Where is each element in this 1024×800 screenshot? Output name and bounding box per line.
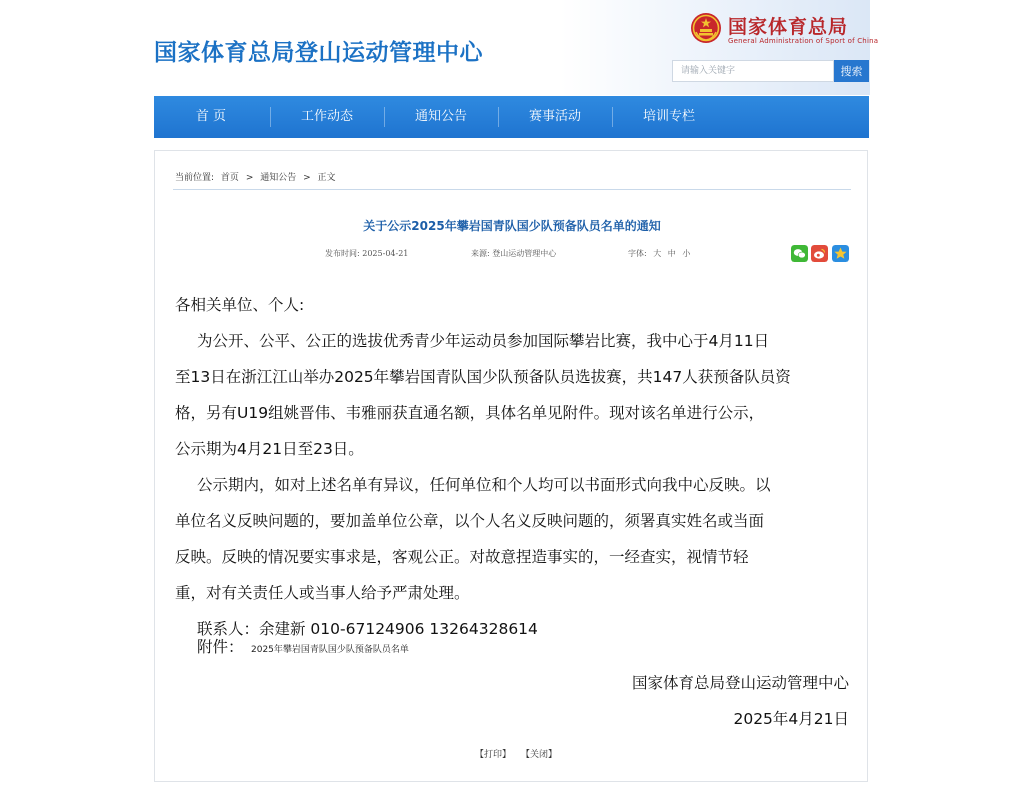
site-header: [0, 0, 1024, 95]
publish-date: [325, 248, 408, 259]
favorite-star-icon[interactable]: [832, 245, 849, 262]
nav-item-notices[interactable]: 通知公告: [414, 109, 467, 124]
font-size-medium[interactable]: 中: [667, 249, 676, 258]
weibo-icon[interactable]: [811, 245, 828, 262]
breadcrumb-separator: >: [245, 173, 254, 183]
para1-line4: 公示期为4月21日至23日。: [175, 440, 364, 458]
breadcrumb-divider: [173, 189, 851, 190]
para2-line1: 公示期内，如对上述名单有异议，任何单位和个人均可以书面形式向我中心反映。以: [197, 476, 771, 494]
signature-organization: 国家体育总局登山运动管理中心: [631, 674, 849, 692]
para2-line2: 单位名义反映问题的，要加盖单位公章，以个人名义反映问题的，须署真实姓名或当面: [175, 512, 765, 530]
gas-logo[interactable]: [690, 12, 879, 52]
attachment-label: 附件：: [197, 638, 244, 656]
para2-line4: 重，对有关责任人或当事人给予严肃处理。: [175, 584, 470, 602]
breadcrumb-notices[interactable]: 通知公告: [260, 173, 297, 183]
publish-date-label: 发布时间:: [325, 249, 360, 258]
font-size-selector: [628, 248, 690, 259]
national-emblem-icon: [690, 12, 722, 44]
search-button[interactable]: 搜索: [834, 60, 869, 82]
nav-item-events[interactable]: 赛事活动: [528, 109, 581, 124]
nav-item-work-news[interactable]: 工作动态: [300, 109, 353, 124]
font-size-label: 字体:: [628, 249, 647, 258]
wechat-icon[interactable]: [791, 245, 808, 262]
search-input[interactable]: [672, 60, 834, 82]
breadcrumb-separator: >: [303, 173, 311, 183]
salutation: 各相关单位、个人:: [175, 296, 305, 314]
publish-date-value: 2025-04-21: [362, 249, 409, 258]
article-title: 关于公示2025年攀岩国青队国少队预备队员名单的通知: [363, 219, 661, 233]
print-button[interactable]: 【打印】: [475, 750, 512, 760]
close-button[interactable]: 【关闭】: [521, 750, 558, 760]
breadcrumb: [175, 170, 340, 183]
font-size-small[interactable]: 小: [682, 249, 691, 258]
logo-english-text: General Administration of Sport of China: [728, 37, 879, 45]
source-label: 来源:: [471, 249, 490, 258]
breadcrumb-home[interactable]: 首页: [220, 173, 239, 183]
article-source: [471, 248, 556, 259]
breadcrumb-current: 正文: [317, 173, 336, 183]
para1-line2: 至13日在浙江江山举办2025年攀岩国青队国少队预备队员选拔赛，共147人获预备队员资: [175, 368, 791, 386]
main-nav: [154, 96, 869, 138]
logo-chinese-text: 国家体育总局: [728, 16, 849, 38]
breadcrumb-label: 当前位置:: [175, 173, 215, 183]
contact-line: 联系人：余建新 010-67124906 13264328614: [197, 620, 538, 638]
nav-item-training[interactable]: 培训专栏: [642, 109, 695, 124]
nav-item-home[interactable]: 首 页: [195, 109, 227, 124]
attachment-link[interactable]: 2025年攀岩国青队国少队预备队员名单: [251, 645, 409, 655]
font-size-large[interactable]: 大: [653, 249, 662, 258]
site-title[interactable]: 国家体育总局登山运动管理中心: [154, 40, 483, 66]
para1-line1: 为公开、公平、公正的选拔优秀青少年运动员参加国际攀岩比赛，我中心于4月11日: [197, 332, 770, 350]
signature-date: 2025年4月21日: [733, 710, 849, 728]
para2-line3: 反映。反映的情况要实事求是，客观公正。对故意捏造事实的，一经查实，视情节轻: [175, 548, 749, 566]
para1-line3: 格，另有U19组姚晋伟、韦雅丽获直通名额，具体名单见附件。现对该名单进行公示，: [175, 404, 765, 422]
article-container: [154, 150, 868, 782]
source-value: 登山运动管理中心: [492, 249, 557, 258]
